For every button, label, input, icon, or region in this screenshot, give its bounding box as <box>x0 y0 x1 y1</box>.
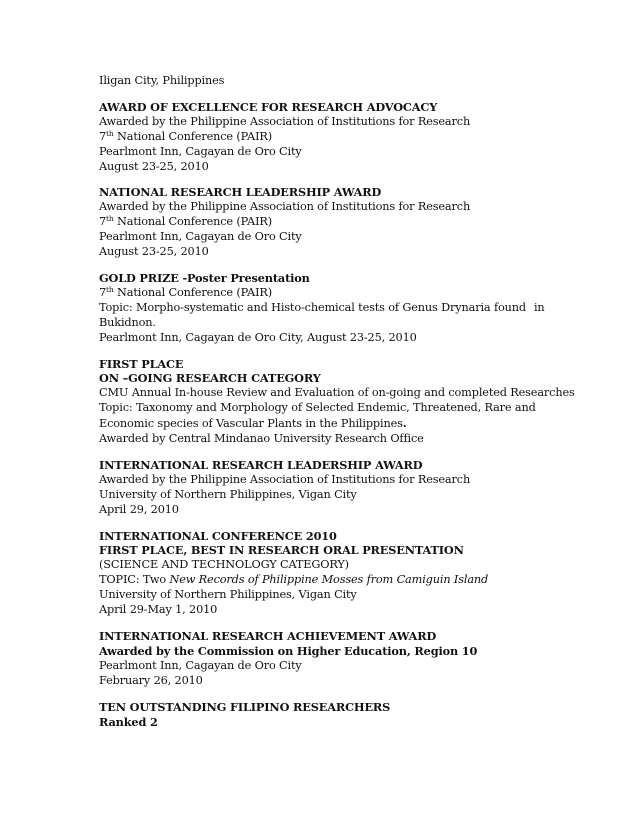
award-topic-line <box>99 573 569 588</box>
award-line <box>99 286 569 301</box>
award-line: April 29-May 1, 2010 <box>99 603 218 617</box>
award-line <box>99 215 569 230</box>
conference-name: National Conference (PAIR) <box>117 285 272 299</box>
ordinal-number: 7 <box>99 285 107 299</box>
award-line: Topic: Taxonomy and Morphology of Selected Endemic, Threatened, Rare and <box>99 401 536 415</box>
spacer <box>99 174 569 185</box>
award-line: University of Northern Philippines, Vigan City <box>99 588 357 602</box>
award-entry <box>99 458 569 518</box>
award-subtitle: FIRST PLACE, BEST IN RESEARCH ORAL PRESENTATION <box>99 543 464 558</box>
award-topic-line <box>99 301 569 316</box>
ordinal-number: 7 <box>99 129 107 143</box>
award-title: GOLD PRIZE -Poster Presentation <box>99 270 310 285</box>
award-line: February 26, 2010 <box>99 673 203 687</box>
spacer <box>99 260 569 271</box>
award-title: NATIONAL RESEARCH LEADERSHIP AWARD <box>99 185 382 200</box>
location-line: Iligan City, Philippines <box>99 74 225 87</box>
topic-text: Topic: Morpho-systematic and Histo-chemical tests of Genus Drynaria found <box>99 300 526 314</box>
award-title: TEN OUTSTANDING FILIPINO RESEARCHERS <box>99 699 391 714</box>
award-line: August 23-25, 2010 <box>99 245 209 259</box>
conference-name: National Conference (PAIR) <box>117 129 272 143</box>
conference-name: National Conference (PAIR) <box>117 215 272 229</box>
award-line: Awarded by the Philippine Association of Institutions for Research <box>99 472 471 486</box>
award-title: INTERNATIONAL CONFERENCE 2010 <box>99 528 337 543</box>
award-line: Pearlmont Inn, Cagayan de Oro City <box>99 658 302 672</box>
award-line <box>99 416 569 432</box>
ordinal-suffix: th <box>106 128 114 138</box>
topic-continuation: in <box>533 300 545 314</box>
award-line: Bukidnon. <box>99 315 156 329</box>
award-entry <box>99 356 575 447</box>
award-line: Pearlmont Inn, Cagayan de Oro City, August 23-25, 2010 <box>99 330 417 344</box>
award-line: (SCIENCE AND TECHNOLOGY CATEGORY) <box>99 558 349 572</box>
award-line: CMU Annual In-house Review and Evaluation of on-going and completed Researches <box>99 386 575 400</box>
spacer <box>99 518 569 529</box>
ordinal-suffix: th <box>106 284 114 294</box>
award-title: FIRST PLACE <box>99 356 184 371</box>
spacer <box>99 689 569 700</box>
award-title: AWARD OF EXCELLENCE FOR RESEARCH ADVOCACY <box>99 99 438 114</box>
bold-period: . <box>402 416 407 431</box>
spacer <box>99 618 569 629</box>
topic-continuation: Economic species of Vascular Plants in the Philippines <box>99 417 403 431</box>
award-entry <box>99 529 569 618</box>
award-line: Pearlmont Inn, Cagayan de Oro City <box>99 230 302 244</box>
award-line: Awarded by Central Mindanao University Research Office <box>99 432 424 446</box>
spacer <box>99 447 569 458</box>
award-line: Pearlmont Inn, Cagayan de Oro City <box>99 144 302 158</box>
award-title: INTERNATIONAL RESEARCH LEADERSHIP AWARD <box>99 457 423 472</box>
award-line: Awarded by the Philippine Association of Institutions for Research <box>99 114 471 128</box>
spacer <box>99 346 569 357</box>
award-line <box>99 130 569 145</box>
award-subtitle: ON –GOING RESEARCH CATEGORY <box>99 371 321 386</box>
award-entry <box>99 185 569 260</box>
ordinal-suffix: th <box>106 214 114 224</box>
award-entry <box>99 629 569 689</box>
spacer <box>99 89 569 100</box>
award-title: INTERNATIONAL RESEARCH ACHIEVEMENT AWARD <box>99 629 437 643</box>
award-entry <box>99 271 569 346</box>
ordinal-number: 7 <box>99 215 107 229</box>
topic-prefix: TOPIC: Two <box>99 573 170 587</box>
award-entry <box>99 700 569 730</box>
award-line: April 29, 2010 <box>99 502 179 516</box>
award-subtitle: Ranked 2 <box>99 714 158 729</box>
document-page <box>99 74 575 729</box>
award-line: August 23-25, 2010 <box>99 159 209 173</box>
award-line: Awarded by the Philippine Association of Institutions for Research <box>99 200 471 214</box>
award-subtitle: Awarded by the Commission on Higher Education, Region 10 <box>99 643 478 658</box>
award-entry <box>99 100 569 175</box>
award-line: University of Northern Philippines, Vigan City <box>99 487 357 501</box>
topic-title: New Records of Philippine Mosses from Camiguin Island <box>169 573 489 587</box>
